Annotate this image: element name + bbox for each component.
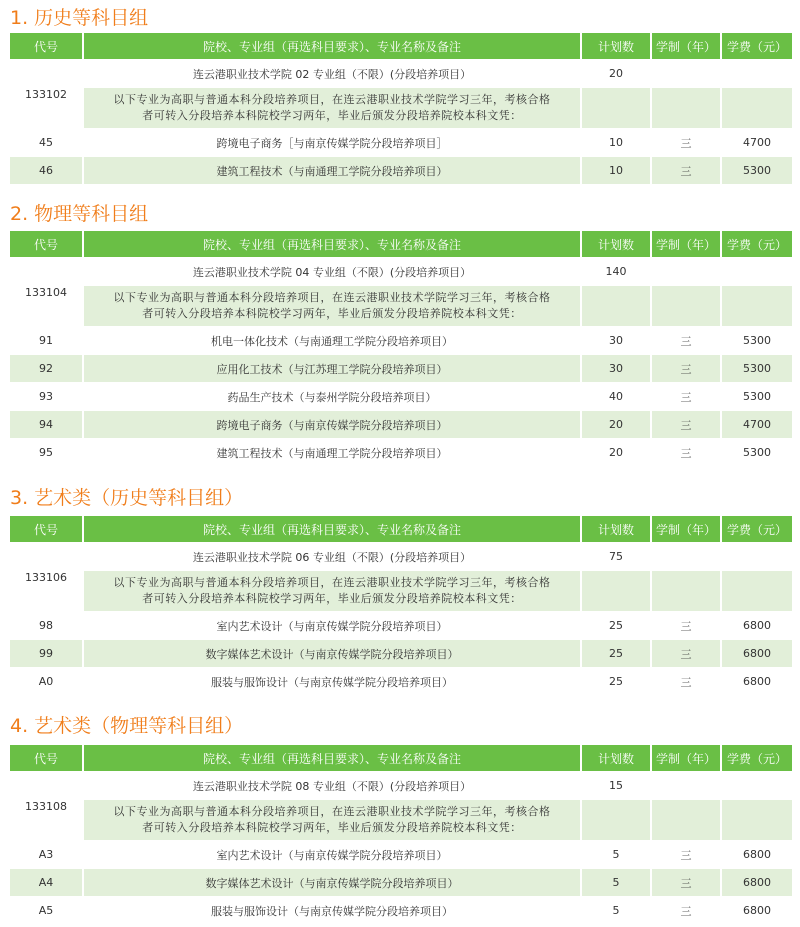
table-row: [10, 383, 792, 410]
note-line-2: 者可转入分段培养本科院校学习两年，毕业后颁发分段培养院校本科文凭：: [142, 592, 522, 605]
note-line-1: 以下专业为高职与普通本科分段培养项目，在连云港职业技术学院学习三年，考核合格: [113, 576, 551, 589]
enrollment-table: [8, 230, 794, 467]
table-row: [10, 897, 792, 924]
table-row: [10, 411, 792, 438]
major-years: 三: [652, 129, 720, 156]
note-line-2: 者可转入分段培养本科院校学习两年，毕业后颁发分段培养院校本科文凭：: [142, 821, 522, 834]
major-plan: 25: [582, 612, 650, 639]
major-code: A0: [10, 668, 82, 695]
group-note: [84, 571, 580, 611]
major-name: 数字媒体艺术设计（与南京传媒学院分段培养项目）: [84, 869, 580, 896]
note-row: [10, 286, 792, 326]
major-plan: 5: [582, 897, 650, 924]
table-row: [10, 841, 792, 868]
group-years-empty: [652, 543, 720, 570]
group-row: [10, 772, 792, 799]
header-years: 学制（年）: [652, 231, 720, 257]
note-fee-empty: [722, 800, 792, 840]
group-years-empty: [652, 258, 720, 285]
enrollment-table: [8, 744, 794, 925]
note-line-1: 以下专业为高职与普通本科分段培养项目，在连云港职业技术学院学习三年，考核合格: [113, 93, 551, 106]
major-years: 三: [652, 355, 720, 382]
note-line-1: 以下专业为高职与普通本科分段培养项目，在连云港职业技术学院学习三年，考核合格: [113, 291, 551, 304]
major-years: 三: [652, 157, 720, 184]
group-plan: 140: [582, 258, 650, 285]
group-code: 133104: [10, 258, 82, 326]
major-plan: 25: [582, 640, 650, 667]
major-plan: 25: [582, 668, 650, 695]
header-code: 代号: [10, 516, 82, 542]
table-header-row: [10, 231, 792, 257]
major-name: 跨境电子商务（与南京传媒学院分段培养项目）: [84, 411, 580, 438]
note-plan-empty: [582, 571, 650, 611]
major-years: 三: [652, 612, 720, 639]
note-fee-empty: [722, 286, 792, 326]
major-name: 跨境电子商务［与南京传媒学院分段培养项目］: [84, 129, 580, 156]
group-row: [10, 543, 792, 570]
note-plan-empty: [582, 286, 650, 326]
table-row: [10, 327, 792, 354]
major-fee: 5300: [722, 327, 792, 354]
group-row: [10, 60, 792, 87]
group-years-empty: [652, 60, 720, 87]
major-name: 建筑工程技术（与南通理工学院分段培养项目）: [84, 157, 580, 184]
group-fee-empty: [722, 543, 792, 570]
header-fee: 学费（元）: [722, 745, 792, 771]
major-fee: 6800: [722, 640, 792, 667]
header-plan: 计划数: [582, 745, 650, 771]
major-fee: 6800: [722, 897, 792, 924]
major-code: A4: [10, 869, 82, 896]
header-fee: 学费（元）: [722, 33, 792, 59]
note-years-empty: [652, 286, 720, 326]
note-plan-empty: [582, 88, 650, 128]
major-fee: 5300: [722, 157, 792, 184]
group-plan: 75: [582, 543, 650, 570]
major-name: 数字媒体艺术设计（与南京传媒学院分段培养项目）: [84, 640, 580, 667]
major-code: 95: [10, 439, 82, 466]
group-note: [84, 286, 580, 326]
table-row: [10, 869, 792, 896]
note-plan-empty: [582, 800, 650, 840]
header-plan: 计划数: [582, 231, 650, 257]
section-title: 4. 艺术类（物理等科目组）: [10, 715, 244, 737]
group-name: 连云港职业技术学院 06 专业组（不限）(分段培养项目）: [84, 543, 580, 570]
header-fee: 学费（元）: [722, 516, 792, 542]
group-plan: 20: [582, 60, 650, 87]
major-years: 三: [652, 439, 720, 466]
table-row: [10, 668, 792, 695]
note-row: [10, 571, 792, 611]
table-row: [10, 157, 792, 184]
enrollment-table: [8, 515, 794, 696]
major-years: 三: [652, 841, 720, 868]
note-years-empty: [652, 800, 720, 840]
major-code: A3: [10, 841, 82, 868]
major-code: 92: [10, 355, 82, 382]
major-years: 三: [652, 897, 720, 924]
major-plan: 20: [582, 411, 650, 438]
note-years-empty: [652, 88, 720, 128]
major-years: 三: [652, 383, 720, 410]
note-fee-empty: [722, 88, 792, 128]
major-plan: 40: [582, 383, 650, 410]
group-years-empty: [652, 772, 720, 799]
major-fee: 6800: [722, 612, 792, 639]
header-plan: 计划数: [582, 516, 650, 542]
group-fee-empty: [722, 772, 792, 799]
major-name: 应用化工技术（与江苏理工学院分段培养项目）: [84, 355, 580, 382]
group-note: [84, 800, 580, 840]
table-row: [10, 640, 792, 667]
table-row: [10, 439, 792, 466]
major-plan: 30: [582, 327, 650, 354]
note-line-2: 者可转入分段培养本科院校学习两年，毕业后颁发分段培养院校本科文凭：: [142, 109, 522, 122]
header-name: 院校、专业组（再选科目要求）、专业名称及备注: [84, 231, 580, 257]
header-code: 代号: [10, 231, 82, 257]
table-header-row: [10, 516, 792, 542]
major-fee: 4700: [722, 411, 792, 438]
group-code: 133102: [10, 60, 82, 128]
major-name: 药品生产技术（与泰州学院分段培养项目）: [84, 383, 580, 410]
header-name: 院校、专业组（再选科目要求）、专业名称及备注: [84, 516, 580, 542]
group-name: 连云港职业技术学院 02 专业组（不限）(分段培养项目）: [84, 60, 580, 87]
major-code: 91: [10, 327, 82, 354]
major-name: 室内艺术设计（与南京传媒学院分段培养项目）: [84, 612, 580, 639]
major-code: 99: [10, 640, 82, 667]
major-fee: 6800: [722, 841, 792, 868]
group-code: 133106: [10, 543, 82, 611]
table-row: [10, 129, 792, 156]
section-title: 2. 物理等科目组: [10, 203, 149, 225]
header-name: 院校、专业组（再选科目要求）、专业名称及备注: [84, 745, 580, 771]
header-plan: 计划数: [582, 33, 650, 59]
major-years: 三: [652, 327, 720, 354]
major-years: 三: [652, 668, 720, 695]
header-fee: 学费（元）: [722, 231, 792, 257]
major-fee: 6800: [722, 668, 792, 695]
group-row: [10, 258, 792, 285]
header-name: 院校、专业组（再选科目要求）、专业名称及备注: [84, 33, 580, 59]
table-row: [10, 612, 792, 639]
major-name: 机电一体化技术（与南通理工学院分段培养项目）: [84, 327, 580, 354]
major-code: 94: [10, 411, 82, 438]
major-name: 建筑工程技术（与南通理工学院分段培养项目）: [84, 439, 580, 466]
group-plan: 15: [582, 772, 650, 799]
table-header-row: [10, 33, 792, 59]
enrollment-table: [8, 32, 794, 185]
table-row: [10, 355, 792, 382]
major-years: 三: [652, 411, 720, 438]
major-fee: 5300: [722, 439, 792, 466]
major-plan: 30: [582, 355, 650, 382]
note-years-empty: [652, 571, 720, 611]
group-name: 连云港职业技术学院 08 专业组（不限）(分段培养项目）: [84, 772, 580, 799]
group-code: 133108: [10, 772, 82, 840]
section-title: 1. 历史等科目组: [10, 7, 149, 29]
major-name: 服装与服饰设计（与南京传媒学院分段培养项目）: [84, 897, 580, 924]
header-years: 学制（年）: [652, 33, 720, 59]
group-fee-empty: [722, 258, 792, 285]
major-fee: 4700: [722, 129, 792, 156]
major-code: 46: [10, 157, 82, 184]
major-plan: 20: [582, 439, 650, 466]
major-fee: 5300: [722, 355, 792, 382]
major-years: 三: [652, 869, 720, 896]
major-code: 45: [10, 129, 82, 156]
note-line-2: 者可转入分段培养本科院校学习两年，毕业后颁发分段培养院校本科文凭：: [142, 307, 522, 320]
header-years: 学制（年）: [652, 516, 720, 542]
major-code: 93: [10, 383, 82, 410]
table-header-row: [10, 745, 792, 771]
major-plan: 10: [582, 129, 650, 156]
note-row: [10, 800, 792, 840]
major-plan: 5: [582, 869, 650, 896]
major-fee: 5300: [722, 383, 792, 410]
major-fee: 6800: [722, 869, 792, 896]
header-years: 学制（年）: [652, 745, 720, 771]
group-fee-empty: [722, 60, 792, 87]
group-note: [84, 88, 580, 128]
note-fee-empty: [722, 571, 792, 611]
major-plan: 10: [582, 157, 650, 184]
major-plan: 5: [582, 841, 650, 868]
major-code: 98: [10, 612, 82, 639]
major-name: 室内艺术设计（与南京传媒学院分段培养项目）: [84, 841, 580, 868]
major-name: 服装与服饰设计（与南京传媒学院分段培养项目）: [84, 668, 580, 695]
major-code: A5: [10, 897, 82, 924]
major-years: 三: [652, 640, 720, 667]
section-title: 3. 艺术类（历史等科目组）: [10, 487, 244, 509]
group-name: 连云港职业技术学院 04 专业组（不限）(分段培养项目）: [84, 258, 580, 285]
header-code: 代号: [10, 33, 82, 59]
note-row: [10, 88, 792, 128]
header-code: 代号: [10, 745, 82, 771]
note-line-1: 以下专业为高职与普通本科分段培养项目，在连云港职业技术学院学习三年，考核合格: [113, 805, 551, 818]
